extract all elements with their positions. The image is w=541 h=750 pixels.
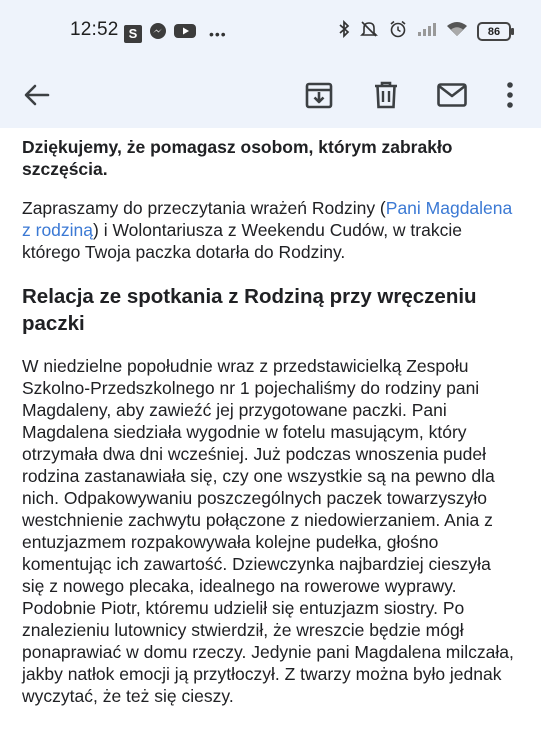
more-vert-icon [506, 81, 514, 109]
intro-text-after: ) i Wolontariusza z Weekendu Cudów, w trakcie którego Twoja paczka dotarła do Rodziny. [22, 220, 462, 262]
trash-icon [372, 80, 400, 110]
wifi-icon [446, 21, 468, 42]
archive-button[interactable] [299, 75, 339, 115]
status-bar [0, 0, 541, 62]
email-toolbar [0, 62, 541, 128]
s-app-icon: S [124, 25, 142, 43]
more-notifications: ••• [209, 25, 227, 42]
status-time: 12:52 [70, 19, 119, 40]
email-body [22, 128, 518, 707]
more-options-button[interactable] [490, 75, 530, 115]
bluetooth-icon [338, 20, 350, 43]
signal-icon [417, 21, 437, 42]
youtube-icon [174, 23, 196, 44]
alarm-icon [388, 20, 408, 43]
intro-text-before: Zapraszamy do przeczytania wrażeń Rodziny ( [22, 198, 386, 218]
intro-paragraph [22, 197, 518, 263]
system-icons [338, 20, 511, 43]
mark-unread-button[interactable] [432, 75, 472, 115]
mute-icon [359, 20, 379, 43]
mail-icon [436, 82, 468, 108]
archive-icon [304, 80, 334, 110]
thanks-message: Dziękujemy, że pomagasz osobom, którym zabrakło szczęścia. [22, 137, 453, 179]
messenger-icon [149, 22, 167, 45]
report-paragraph: W niedzielne popołudnie wraz z przedstawicielką Zespołu Szkolno-Przedszkolnego nr 1 pojechaliśmy do rodziny pani Magdaleny, aby zawieźć jej przygotowane paczki. Pani Magdalena siedziała wygodnie w fotelu masującym, który otrzymała dwa dni wcześniej. Już podczas wnoszenia pudeł rodzina zastanawiała się, czy one wszystkie są na pewno dla nich. Odpakowywaniu poszczególnych paczek towarzyszyło westchnienie zachwytu połączone z niedowierzaniem. Ania z entuzjazmem rozpakowywała kolejne pudełka, głośno komentując ich zawartość. Dziewczynka najbardziej cieszyła się z nowego plecaka, idealnego na rowerowe wyprawy. Podobnie Piotr, któremu udzielił się entuzjazm siostry. Po znalezieniu lutownicy stwierdził, że wreszcie będzie mógł ponaprawiać w domu rzeczy. Jedynie pani Magdalena milczała, jakby natłok emocji ją przytłoczył. Z twarzy można było jednak wyczytać, że też się cieszy. [22, 356, 514, 706]
notification-icons [124, 22, 227, 45]
delete-button[interactable] [366, 75, 406, 115]
section-heading: Relacja ze spotkania z Rodziną przy wręczeniu paczki [22, 285, 477, 335]
battery-indicator: 86 [477, 22, 511, 41]
back-button[interactable] [17, 75, 57, 115]
arrow-back-icon [23, 81, 51, 109]
family-link[interactable]: Pani Magdalena z rodziną [22, 198, 513, 240]
